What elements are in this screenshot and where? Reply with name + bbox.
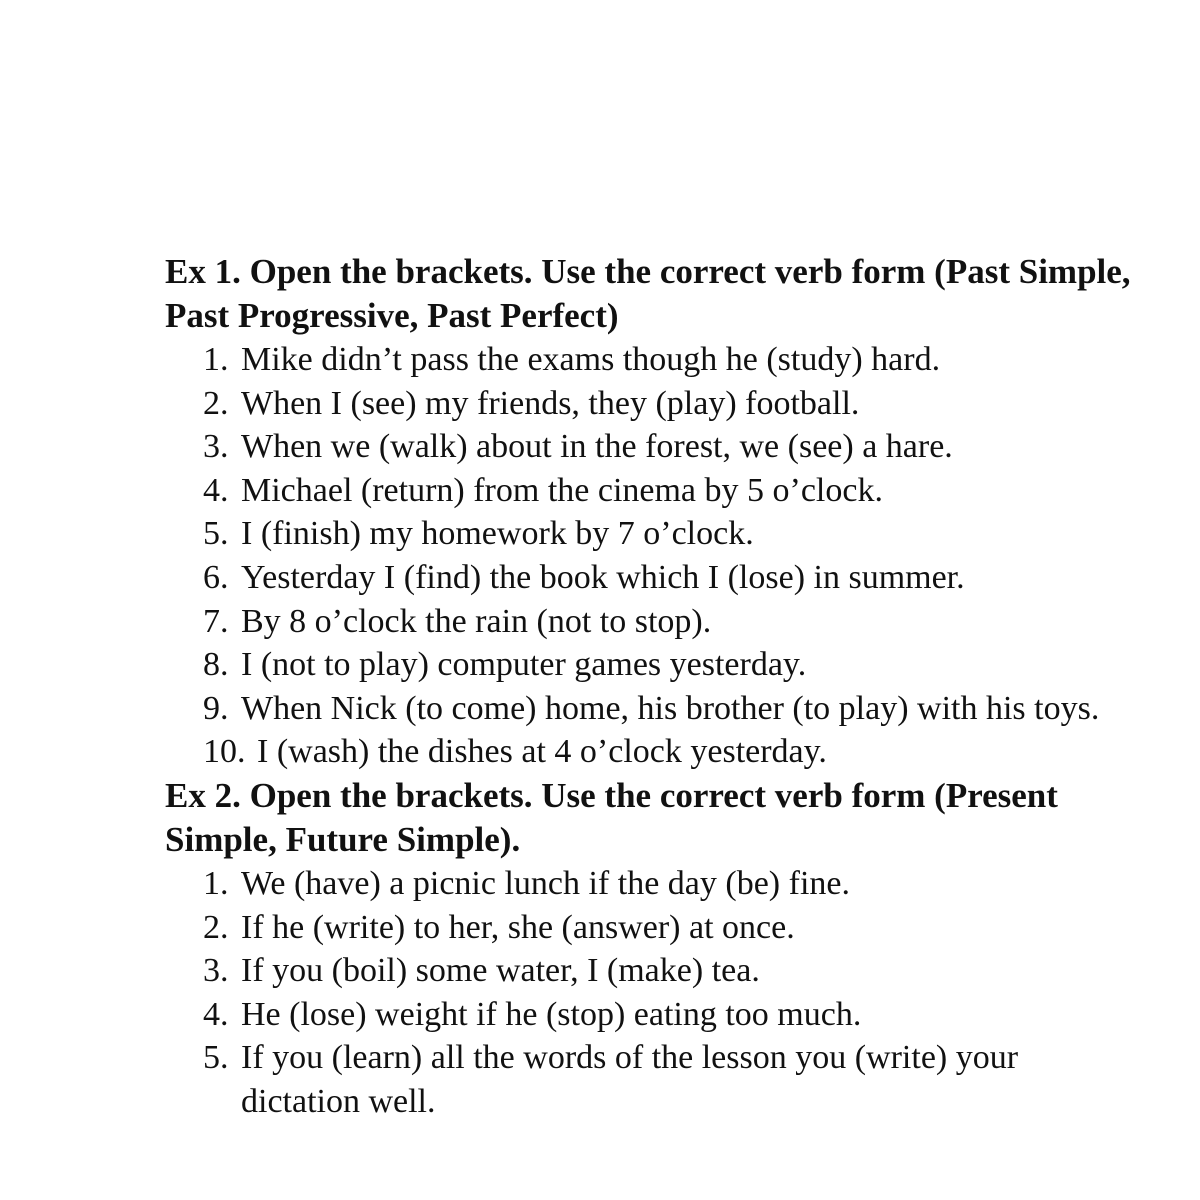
item-text: When I (see) my friends, they (play) football. <box>241 384 860 422</box>
exercise-1-item <box>203 469 1145 513</box>
item-number: 7. <box>203 602 229 640</box>
item-text: Mike didn’t pass the exams though he (study) hard. <box>241 341 941 378</box>
item-number: 2. <box>203 384 229 422</box>
exercise-2-list <box>165 862 1145 1124</box>
item-text: Michael (return) from the cinema by 5 o’clock. <box>241 471 883 509</box>
exercise-1-item <box>203 730 1145 774</box>
item-text: I (finish) my homework by 7 o’clock. <box>241 515 754 553</box>
item-number: 8. <box>203 646 229 684</box>
item-number: 5. <box>203 1039 229 1077</box>
exercise-1-heading: Ex 1. Open the brackets. Use the correct verb form (Past Simple, Past Progressive, Past Perfect) <box>165 252 1131 335</box>
item-text: Yesterday I (find) the book which I (lose) in summer. <box>241 558 965 596</box>
item-number: 5. <box>203 515 229 553</box>
item-text: We (have) a picnic lunch if the day (be) fine. <box>241 864 850 902</box>
item-number: 9. <box>203 689 229 727</box>
item-text: By 8 o’clock the rain (not to stop). <box>241 602 712 640</box>
worksheet <box>165 250 1145 1124</box>
exercise-2-item <box>203 993 1145 1037</box>
item-text: When Nick (to come) home, his brother (to play) with his toys. <box>241 689 1100 727</box>
item-number: 1. <box>203 341 229 378</box>
exercise-2-heading: Ex 2. Open the brackets. Use the correct verb form (Present Simple, Future Simple). <box>165 775 1058 859</box>
exercise-2-item <box>203 949 1145 993</box>
exercise-1-item <box>203 512 1145 556</box>
exercise-1-item <box>203 382 1145 426</box>
item-text: When we (walk) about in the forest, we (see) a hare. <box>241 428 953 466</box>
exercise-1-item <box>203 425 1145 469</box>
item-text: If he (write) to her, she (answer) at once. <box>241 908 795 946</box>
exercise-1-item <box>203 556 1145 600</box>
exercise-1-item <box>203 643 1145 687</box>
item-text: If you (boil) some water, I (make) tea. <box>241 952 760 990</box>
exercise-1-item <box>203 687 1145 731</box>
exercise-2-item <box>203 906 1145 950</box>
item-number: 6. <box>203 558 229 596</box>
item-text: I (not to play) computer games yesterday. <box>241 646 807 684</box>
item-number: 3. <box>203 952 229 990</box>
item-text: He (lose) weight if he (stop) eating too much. <box>241 995 862 1033</box>
item-number: 4. <box>203 471 229 509</box>
item-text: If you (learn) all the words of the lesson you (write) your dictation well. <box>241 1039 1019 1120</box>
item-number: 3. <box>203 428 229 466</box>
exercise-1-item <box>203 338 1145 382</box>
item-number: 1. <box>203 864 229 902</box>
exercise-1-list <box>165 338 1145 774</box>
item-number: 10. <box>203 733 246 771</box>
item-number: 2. <box>203 908 229 946</box>
exercise-1-item <box>203 600 1145 644</box>
item-text: I (wash) the dishes at 4 o’clock yesterday. <box>257 733 827 771</box>
item-number: 4. <box>203 995 229 1033</box>
exercise-2-item <box>203 1036 1145 1123</box>
exercise-2-item <box>203 862 1145 906</box>
